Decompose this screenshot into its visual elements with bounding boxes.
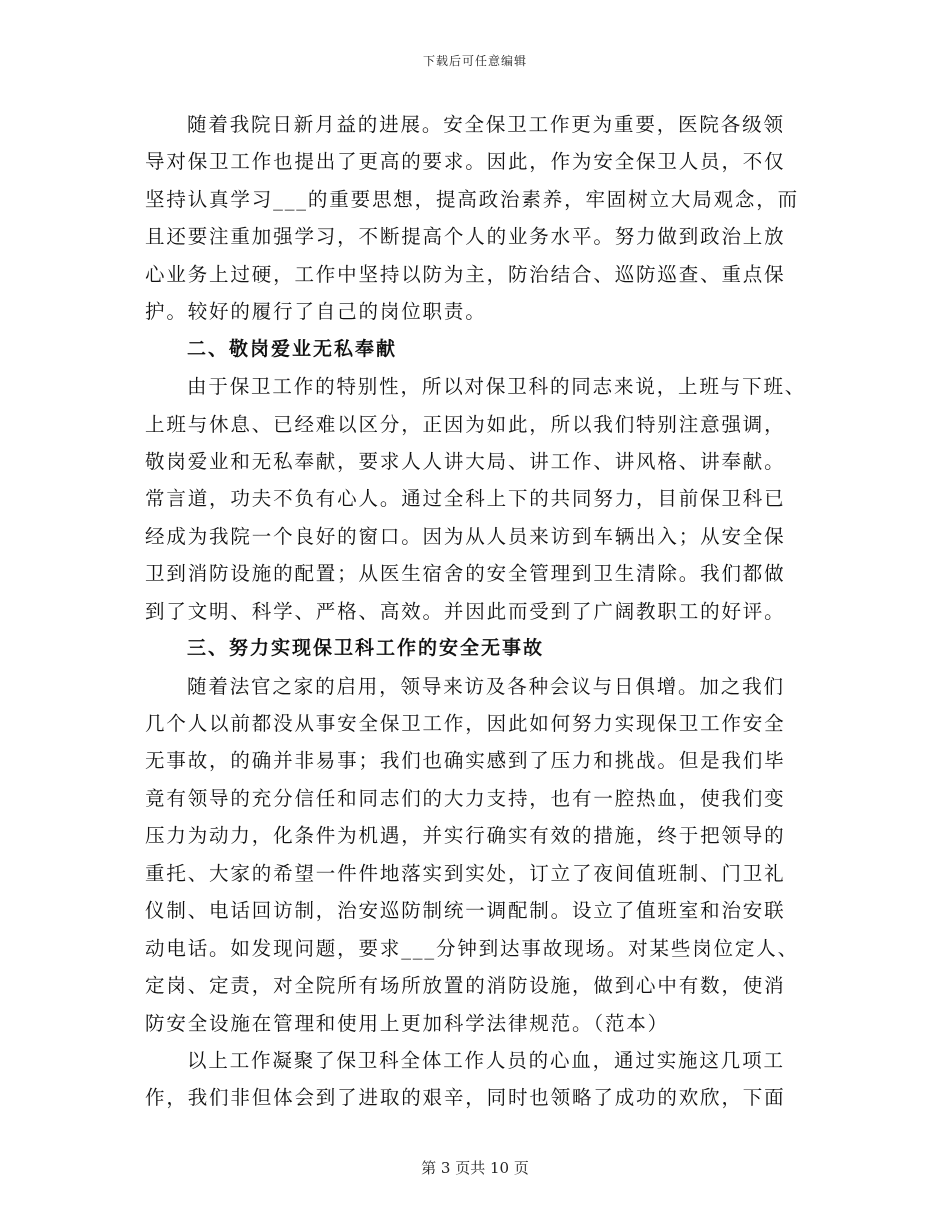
text-line: 坚持认真学习___的重要思想，提高政治素养，牢固树立大局观念，而 bbox=[145, 187, 799, 211]
text-line: 敬岗爱业和无私奉献，要求人人讲大局、讲工作、讲风格、讲奉献。 bbox=[145, 449, 786, 473]
text-line: 仪制、电话回访制，治安巡防制统一调配制。设立了值班室和治安联 bbox=[145, 899, 786, 923]
text-line: 定岗、定责，对全院所有场所放置的消防设施，做到心中有数，使消 bbox=[145, 974, 786, 998]
text-line: 常言道，功夫不负有心人。通过全科上下的共同努力，目前保卫科已 bbox=[145, 487, 786, 511]
page-header: 下载后可任意编辑 bbox=[422, 54, 527, 68]
text-line: 作，我们非但体会到了进取的艰辛，同时也领略了成功的欢欣，下面 bbox=[145, 1086, 786, 1110]
text-line: 随着我院日新月益的进展。安全保卫工作更为重要，医院各级领 bbox=[187, 113, 785, 136]
section-heading: 二、敬岗爱业无私奉献 bbox=[187, 337, 398, 360]
page-footer: 第 3 页共 10 页 bbox=[421, 1159, 529, 1177]
text-line: 以上工作凝聚了保卫科全体工作人员的心血，通过实施这几项工 bbox=[187, 1048, 785, 1072]
text-line: 压力为动力，化条件为机遇，并实行确实有效的措施，终于把领导的 bbox=[145, 824, 786, 848]
text-line: 心业务上过硬，工作中坚持以防为主，防治结合、巡防巡查、重点保 bbox=[145, 262, 786, 286]
section-heading: 三、努力实现保卫科工作的安全无事故 bbox=[187, 637, 545, 660]
text-line: 重托、大家的希望一件件地落实到实处，订立了夜间值班制、门卫礼 bbox=[145, 861, 786, 885]
text-line: 上班与休息、已经难以区分，正因为如此，所以我们特别注意强调， bbox=[145, 412, 786, 436]
text-line: 由于保卫工作的特别性，所以对保卫科的同志来说，上班与下班、 bbox=[187, 375, 807, 399]
text-line: 随着法官之家的启用，领导来访及各种会议与日俱增。加之我们 bbox=[187, 674, 785, 698]
text-line: 到了文明、科学、严格、高效。并因此而受到了广阔教职工的好评。 bbox=[145, 599, 786, 623]
text-line: 经成为我院一个良好的窗口。因为从人员来访到车辆出入；从安全保 bbox=[145, 524, 786, 548]
text-line: 导对保卫工作也提出了更高的要求。因此，作为安全保卫人员，不仅 bbox=[145, 150, 786, 174]
text-line: 无事故，的确并非易事；我们也确实感到了压力和挑战。但是我们毕 bbox=[145, 749, 786, 773]
text-line: 竟有领导的充分信任和同志们的大力支持，也有一腔热血，使我们变 bbox=[145, 786, 786, 810]
text-line: 护。较好的履行了自己的岗位职责。 bbox=[145, 300, 487, 324]
text-line: 且还要注重加强学习，不断提高个人的业务水平。努力做到政治上放 bbox=[145, 225, 786, 249]
text-line: 动电话。如发现问题，要求___分钟到达事故现场。对某些岗位定人、 bbox=[145, 936, 799, 960]
text-line: 防安全设施在管理和使用上更加科学法律规范。（范本） bbox=[145, 1011, 670, 1035]
text-line: 卫到消防设施的配置；从医生宿舍的安全管理到卫生清除。我们都做 bbox=[145, 562, 786, 586]
document-body bbox=[145, 106, 813, 1117]
text-line: 几个人以前都没从事安全保卫工作，因此如何努力实现保卫工作安全 bbox=[145, 712, 786, 735]
